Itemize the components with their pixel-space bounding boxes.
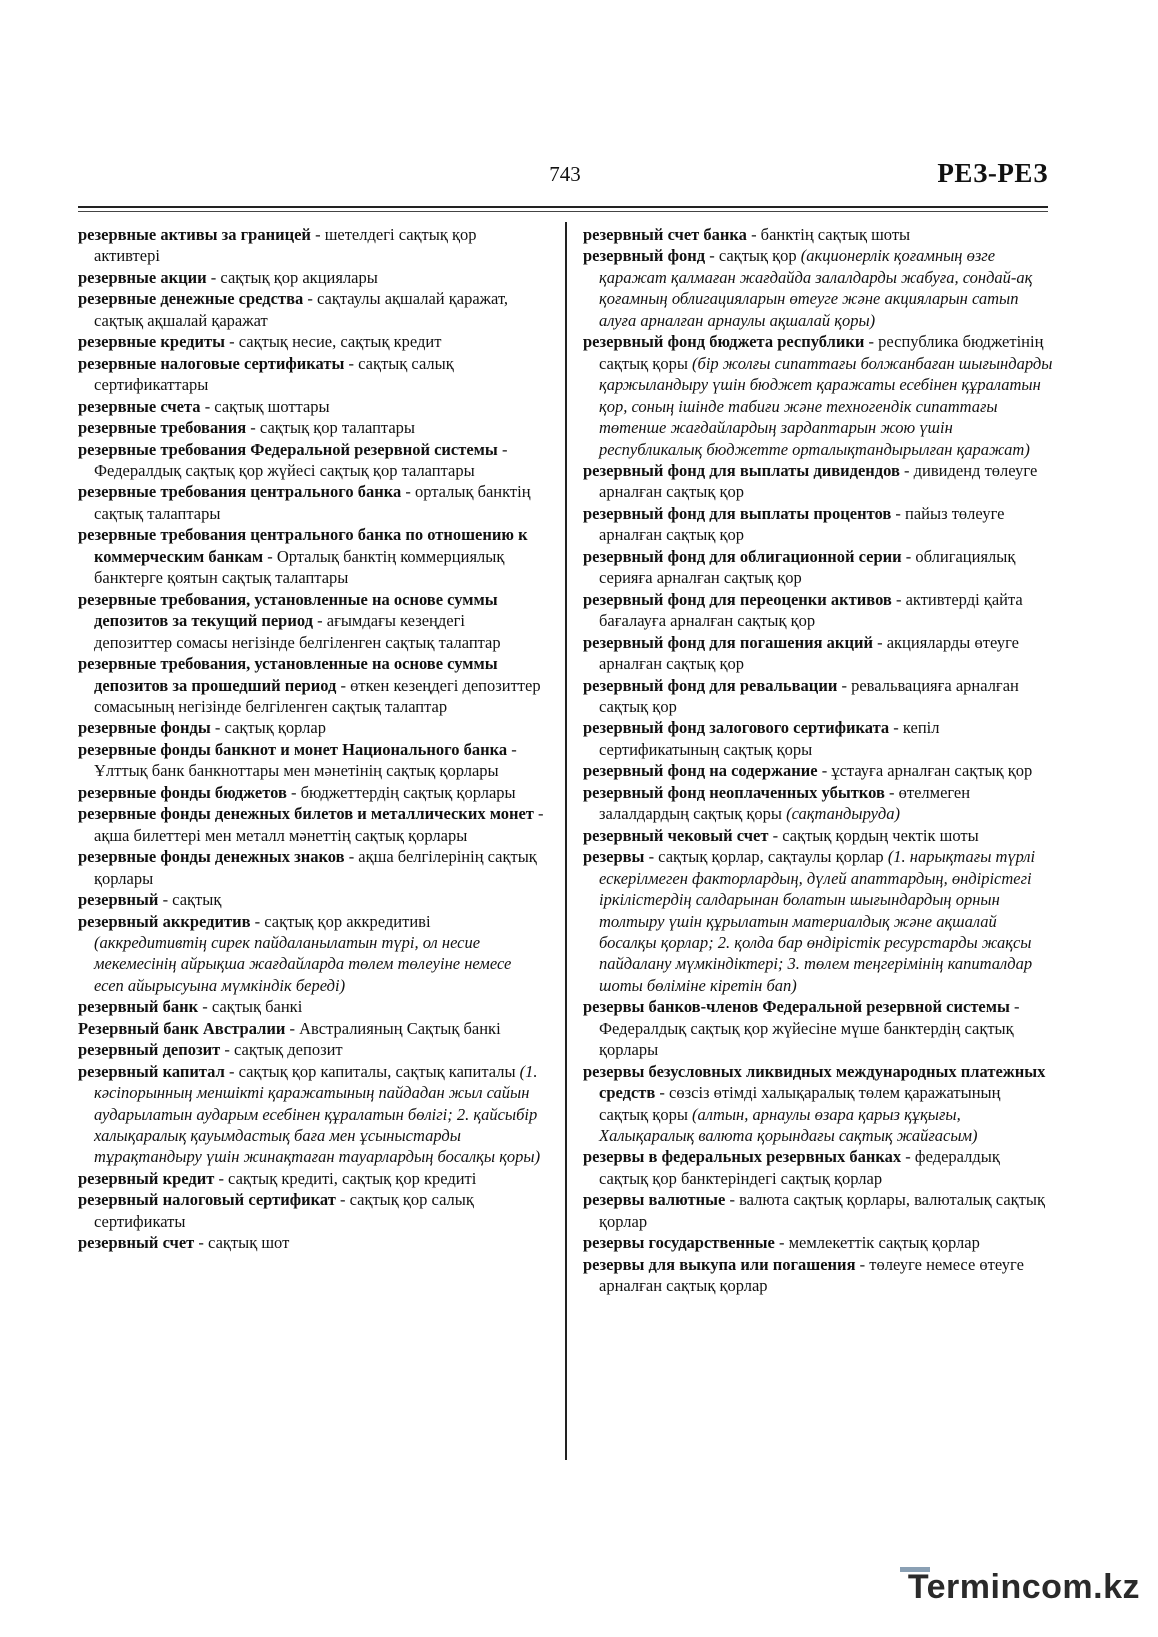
entry-definition: - Федералдық сақтық қор жүйесі сақтық қор талаптары	[94, 439, 508, 480]
dictionary-entry	[583, 1232, 1053, 1253]
entry-definition: - сақтық қор акциялары	[206, 267, 378, 287]
entry-definition: - орталық банктің сақтық талаптары	[94, 482, 531, 523]
dictionary-entry	[78, 267, 544, 288]
running-head: РЕЗ-РЕЗ	[937, 158, 1048, 188]
dictionary-entry	[78, 1232, 544, 1253]
entry-definition: - сақтық қор	[705, 246, 801, 266]
entry-term: резервный фонд на содержание	[583, 761, 818, 781]
header-rule	[78, 206, 1048, 208]
entry-term: резервные требования	[78, 418, 247, 438]
entry-term: резервные фонды бюджетов	[78, 782, 287, 802]
entry-term: резервные счета	[78, 396, 201, 416]
dictionary-entry	[78, 911, 544, 997]
entry-term: резервные требования центрального банка по отношению к коммерческим банкам	[78, 525, 528, 566]
watermark-text: Termincom.kz	[907, 1568, 1140, 1606]
entry-term: резервные требования, установленные на основе суммы депозитов за текущий период	[78, 589, 498, 631]
dictionary-entry	[583, 1061, 1053, 1147]
dictionary-entry	[583, 589, 1053, 632]
dictionary-entry	[583, 331, 1053, 460]
dictionary-entry	[78, 353, 544, 396]
dictionary-entry	[583, 503, 1053, 546]
dictionary-entry	[78, 224, 544, 267]
dictionary-entry	[78, 1018, 544, 1039]
entry-term: резервные фонды	[78, 718, 211, 738]
entry-definition: - республика бюджетінің сақтық қоры	[599, 332, 1044, 373]
entry-term: резервы в федеральных резервных банках	[583, 1147, 902, 1167]
entry-term: резервы	[583, 847, 645, 867]
entry-definition: - акцияларды өтеуге арналған сақтық қор	[599, 632, 1019, 674]
entry-term: резервы для выкупа или погашения	[583, 1254, 856, 1274]
entry-definition: - ұстауға арналған сақтық қор	[817, 761, 1033, 781]
dictionary-entry	[583, 717, 1053, 760]
dictionary-entry	[583, 846, 1053, 996]
column-divider	[565, 222, 567, 1460]
entry-term: резервный счет	[78, 1233, 195, 1253]
entry-term: резервный фонд залогового сертификата	[583, 718, 890, 738]
dictionary-entry	[78, 439, 544, 482]
dictionary-entry	[583, 460, 1053, 503]
entry-definition: - сақтық несие, сақтық кредит	[225, 332, 442, 352]
entry-definition: - сақтық қор салық сертификаты	[94, 1190, 474, 1231]
entry-term: резервный фонд для облигационной серии	[583, 546, 902, 566]
dictionary-entry	[78, 481, 544, 524]
entry-definition: - бюджеттердің сақтық қорлары	[286, 782, 516, 802]
dictionary-entry	[583, 675, 1053, 718]
dictionary-entry	[583, 996, 1053, 1060]
entry-term: резервный кредит	[78, 1168, 215, 1188]
entry-definition: - сақтық қор талаптары	[246, 418, 415, 438]
dictionary-entry	[78, 889, 544, 910]
dictionary-entry	[583, 825, 1053, 846]
entry-term: резервный депозит	[78, 1040, 221, 1060]
right-column	[583, 224, 1053, 1297]
dictionary-entry	[583, 245, 1053, 331]
entry-definition: - сақтық қорлар, сақтаулы қорлар	[644, 847, 888, 867]
dictionary-entry	[78, 782, 544, 803]
entry-term: резервные требования, установленные на основе суммы депозитов за прошедший период	[78, 654, 498, 695]
dictionary-entry	[78, 717, 544, 738]
entry-term: резервные фонды денежных билетов и металлических монет	[78, 804, 534, 824]
entry-term: резервные требования Федеральной резервной системы	[78, 439, 498, 459]
entry-definition: - ревальвацияға арналған сақтық қор	[599, 675, 1019, 716]
entry-term: резервы валютные	[583, 1190, 726, 1210]
entry-term: резервный фонд для выплаты дивидендов	[583, 460, 900, 480]
dictionary-entry	[78, 846, 544, 889]
entry-note: (бір жолғы сипаттағы болжанбаған шығындарды қаржыландыру үшін бюджет қаражаты есебінен құралатын қор, соның ішінде табиғи және техногендік сипаттағы төтенше жағдайлардың зардаптарын жою үшін республикалық бюджетте орталықтандырылған қаражат)	[599, 353, 1053, 459]
dictionary-entry	[78, 803, 544, 846]
entry-definition: - облигациялық серияға арналған сақтық қор	[599, 546, 1016, 588]
entry-term: резервные акции	[78, 267, 207, 287]
entry-definition: - сақтық банкі	[198, 997, 303, 1017]
entry-term: резервный фонд для выплаты процентов	[583, 503, 892, 523]
entry-definition: - сөзсіз өтімді халықаралық төлем қаражатының сақтық қоры	[599, 1083, 1001, 1124]
entry-definition: - төлеуге немесе өтеуге арналған сақтық қорлар	[599, 1254, 1024, 1296]
entry-definition: - сақтық шоттары	[200, 396, 330, 416]
dictionary-entry	[78, 739, 544, 782]
entry-term: резервные фонды банкнот и монет Национального банка	[78, 739, 508, 759]
dictionary-entry	[583, 546, 1053, 589]
dictionary-entry	[583, 1254, 1053, 1297]
entry-definition: - сақтық қор аккредитиві	[250, 911, 431, 931]
entry-term: резервный банк	[78, 997, 199, 1017]
entry-definition: - активтерді қайта бағалауға арналған сақтық қор	[599, 589, 1023, 631]
entry-definition: - шетелдегі сақтық қор активтері	[94, 225, 477, 266]
entry-term: резервный фонд для ревальвации	[583, 675, 838, 695]
entry-term: резервный фонд	[583, 246, 706, 266]
dictionary-entry	[78, 331, 544, 352]
entry-definition: - кепіл сертификатының сақтық қоры	[599, 718, 940, 759]
entry-definition: - ақша билеттері мен металл мәнеттің сақтық қорлары	[94, 804, 544, 845]
dictionary-entry	[78, 1061, 544, 1168]
entry-definition: - сақтық қорлар	[210, 718, 326, 738]
entry-term: резервный фонд неоплаченных убытков	[583, 782, 885, 802]
dictionary-entry	[78, 524, 544, 588]
entry-term: резервный фонд для погашения акций	[583, 632, 873, 652]
entry-definition: - пайыз төлеуге арналған сақтық қор	[599, 503, 1005, 545]
entry-definition: - дивиденд төлеуге арналған сақтық қор	[599, 460, 1038, 502]
header-rule-thin	[78, 211, 1048, 212]
dictionary-entry	[583, 1146, 1053, 1189]
left-column	[78, 224, 544, 1254]
entry-definition: - сақтаулы ақшалай қаражат, сақтық ақшалай қаражат	[94, 289, 509, 330]
entry-term: резервный аккредитив	[78, 911, 251, 931]
entry-definition: - Федералдық сақтық қор жүйесіне мүше банктердің сақтық қорлары	[599, 997, 1020, 1060]
entry-definition: - өтелмеген залалдардың сақтық қоры	[599, 782, 971, 824]
dictionary-entry	[583, 760, 1053, 781]
entry-definition: - сақтық қордың чектік шоты	[768, 825, 979, 845]
dictionary-entry	[583, 1189, 1053, 1232]
dictionary-entry	[78, 1039, 544, 1060]
entry-term: резервные денежные средства	[78, 289, 304, 309]
entry-note: (акционерлік қоғамның өзге қаражат қалмаған жағдайда залалдарды жабуға, сондай-ақ қоғамның облигацияларын өтеуге және акцияларын сатып алуға арналған арнаулы ақшалай қоры)	[599, 246, 1033, 330]
entry-definition: - сақтық депозит	[220, 1040, 343, 1060]
entry-definition: - банктің сақтық шоты	[746, 225, 911, 244]
entry-term: резервный счет банка	[583, 225, 747, 244]
entry-definition: - сақтық шот	[194, 1233, 290, 1253]
entry-definition: - Ұлттық банк банкноттары мен мәнетінің сақтық қорлары	[94, 739, 517, 781]
entry-definition: - сақтық кредиті, сақтық қор кредиті	[214, 1168, 477, 1188]
entry-term: резервный	[78, 890, 159, 910]
dictionary-entry	[583, 224, 1053, 245]
dictionary-entry	[78, 996, 544, 1017]
dictionary-entry	[583, 782, 1053, 825]
entry-term: резервы банков-членов Федеральной резервной системы	[583, 997, 1010, 1017]
entry-term: резервные активы за границей	[78, 225, 311, 244]
entry-definition: - мемлекеттік сақтық қорлар	[774, 1233, 980, 1253]
entry-term: резервный капитал	[78, 1061, 225, 1081]
entry-term: резервы государственные	[583, 1233, 775, 1253]
entry-definition: - өткен кезеңдегі депозиттер сомасының негізінде белгіленген сақтық талаптар	[94, 675, 541, 716]
entry-definition: - федералдық сақтық қор банктеріндегі сақтық қорлар	[599, 1147, 1000, 1188]
entry-note: (1. кәсіпорынның меншікті қаражатының пайдадан жыл сайын аударылатын аударым есебінен құралатын бөлігі; 2. қайсыбір халықаралық қауымдастық баға мен ұсыныстарды тұрақтандыру үшін жинақтаған тауарлардың босалқы қоры)	[94, 1061, 541, 1167]
entry-note: (сақтандыруда)	[786, 804, 900, 824]
entry-term: Резервный банк Австралии	[78, 1018, 286, 1038]
dictionary-entry	[78, 589, 544, 653]
dictionary-entry	[78, 653, 544, 717]
entry-definition: - сақтық салық сертификаттары	[94, 353, 454, 395]
entry-definition: - ағымдағы кезеңдегі депозиттер сомасы негізінде белгіленген сақтық талаптар	[94, 611, 501, 652]
entry-note: (алтын, арнаулы өзара қарыз құқығы, Халықаралық валюта қорындағы сақтық жайғасым)	[599, 1104, 978, 1146]
entry-term: резервный чековый счет	[583, 825, 769, 845]
dictionary-entry	[78, 396, 544, 417]
entry-definition: - Орталық банктің коммерциялық банктерге қоятын сақтық талаптары	[94, 546, 505, 588]
entry-definition: - ақша белгілерінің сақтық қорлары	[94, 847, 537, 888]
dictionary-entry	[78, 1189, 544, 1232]
entry-definition: - сақтық	[158, 890, 222, 910]
entry-term: резервные требования центрального банка	[78, 482, 402, 502]
entry-term: резервные налоговые сертификаты	[78, 353, 345, 373]
entry-note: (1. нарықтағы түрлі ескерілмеген факторлардың, дүлей апаттардың, өндірістегі іркілістердің салдарынан болатын шығындардың орнын толтыру үшін құрылатын материалдық және ақшалай босалқы қорлар; 2. қолда бар өндірістік ресурстарды жақсы пайдалану мүмкіндіктері; 3. төлем теңгерімінің капиталдар шоты бөліміне кіретін бап)	[599, 847, 1036, 995]
entry-term: резервы безусловных ликвидных международных платежных средств	[583, 1061, 1046, 1103]
entry-definition: - Австралияның Сақтық банкі	[285, 1018, 501, 1038]
entry-note: (аккредитивтің сирек пайдаланылатын түрі, ол несие мекемесінің айрықша жағдайларда төлем төлеуіне немесе есеп айырысуына мүмкіндік береді)	[94, 932, 512, 995]
page-number: 743	[549, 162, 581, 186]
entry-term: резервный налоговый сертификат	[78, 1190, 336, 1210]
dictionary-entry	[78, 288, 544, 331]
entry-definition: - сақтық қор капиталы, сақтық капиталы	[224, 1061, 520, 1081]
dictionary-entry	[78, 417, 544, 438]
entry-term: резервный фонд для переоценки активов	[583, 589, 892, 609]
dictionary-entry	[583, 632, 1053, 675]
entry-term: резервный фонд бюджета республики	[583, 332, 865, 352]
site-watermark	[900, 1567, 1140, 1607]
dictionary-entry	[78, 1168, 544, 1189]
entry-term: резервные кредиты	[78, 332, 226, 352]
entry-definition: - валюта сақтық қорлары, валюталық сақтық қорлар	[599, 1190, 1045, 1231]
entry-term: резервные фонды денежных знаков	[78, 847, 345, 867]
